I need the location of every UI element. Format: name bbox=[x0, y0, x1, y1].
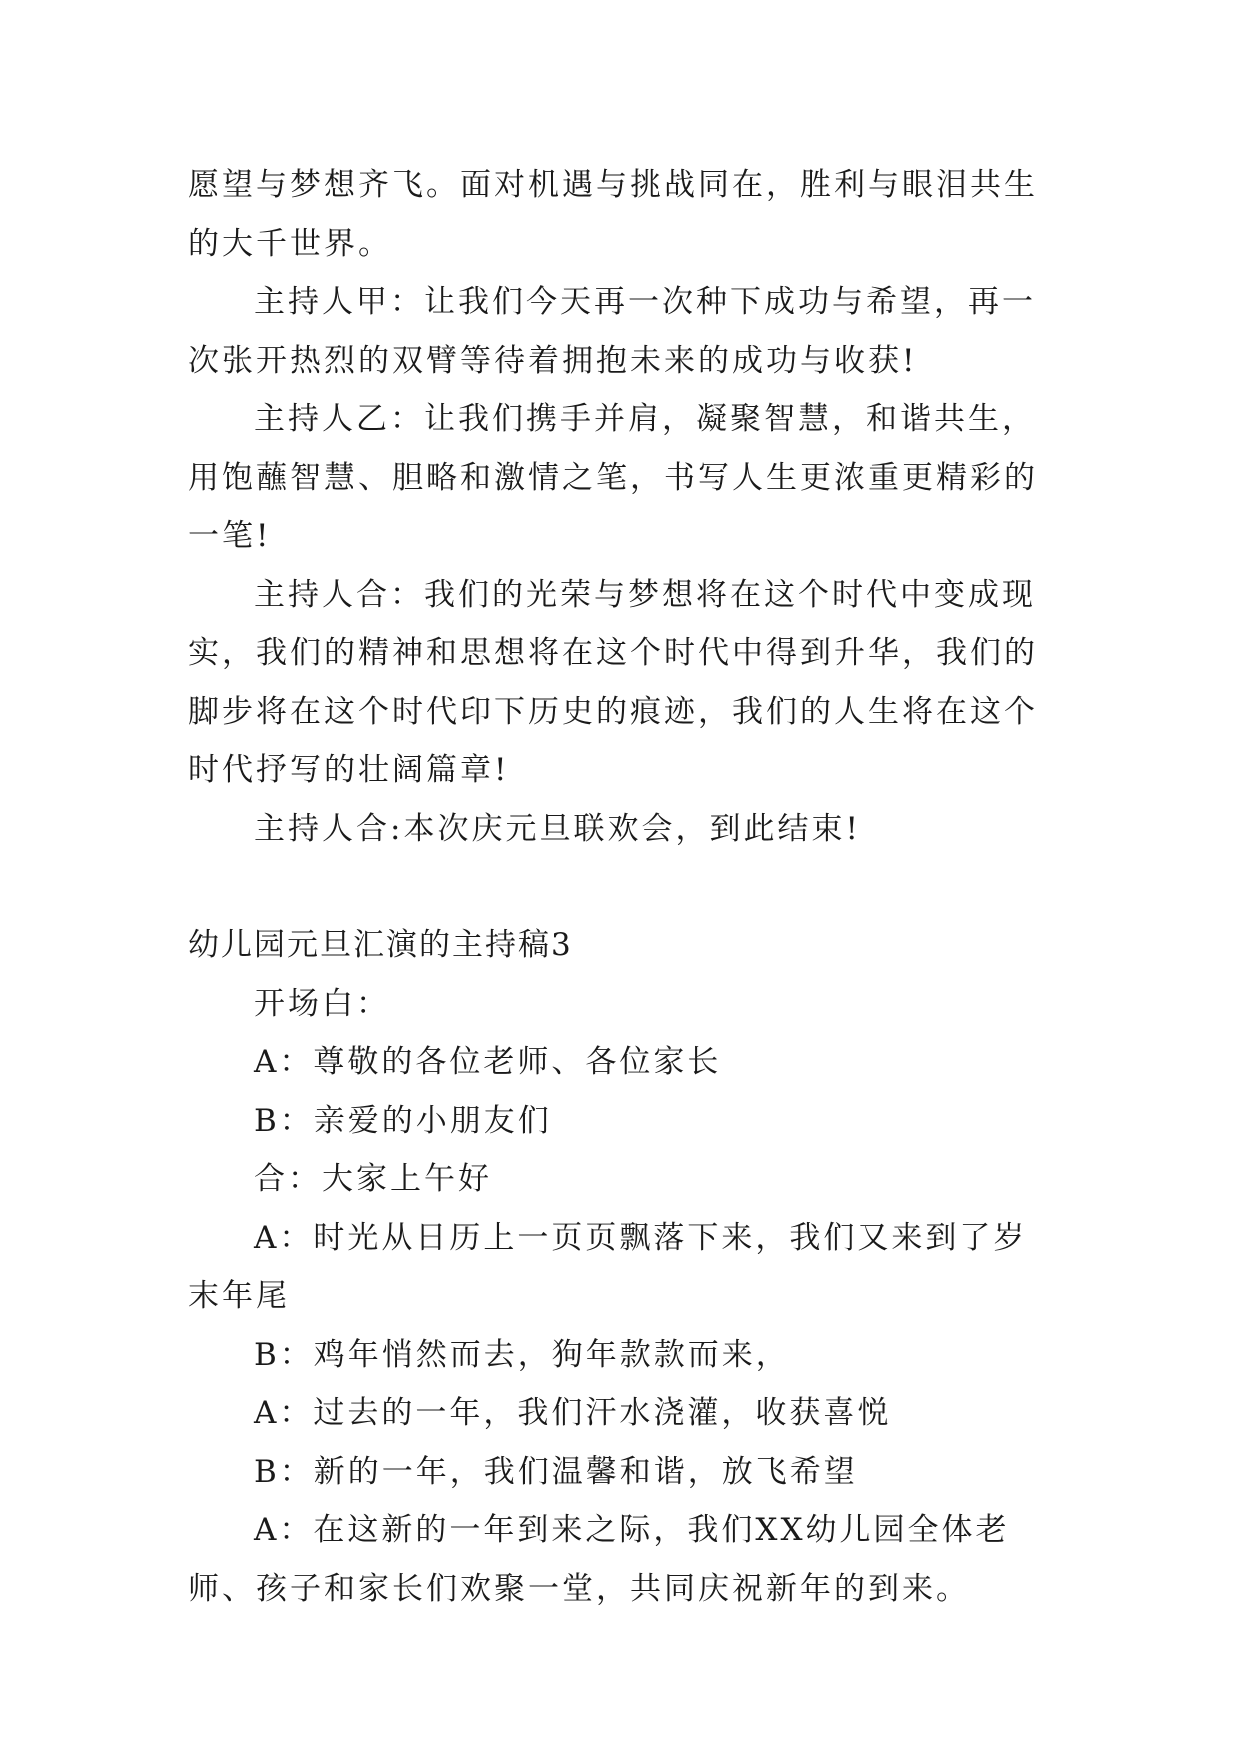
paragraph: B：鸡年悄然而去，狗年款款而来， bbox=[254, 1336, 790, 1373]
paragraph: 愿望与梦想齐飞。面对机遇与挑战同在，胜利与眼泪共生的大千世界。 bbox=[188, 167, 1038, 262]
section-spacer bbox=[188, 858, 1056, 916]
paragraph: 主持人乙：让我们携手并肩，凝聚智慧，和谐共生，用饱蘸智慧、胆略和激情之笔，书写人生更浓重更精彩的一笔! bbox=[188, 401, 1038, 554]
paragraph: 主持人合：我们的光荣与梦想将在这个时代中变成现实，我们的精神和思想将在这个时代中得到升华，我们的脚步将在这个时代印下历史的痕迹，我们的人生将在这个时代抒写的壮阔篇章! bbox=[188, 576, 1038, 788]
section-title: 幼儿园元旦汇演的主持稿3 bbox=[188, 927, 573, 963]
document-body bbox=[188, 156, 1056, 1618]
paragraph: 合：大家上午好 bbox=[254, 1161, 492, 1197]
paragraph: B：亲爱的小朋友们 bbox=[254, 1102, 552, 1139]
paragraph: A：尊敬的各位老师、各位家长 bbox=[254, 1044, 722, 1080]
paragraph: 开场白： bbox=[254, 985, 390, 1022]
paragraph: A：时光从日历上一页页飘落下来，我们又来到了岁末年尾 bbox=[188, 1219, 1028, 1314]
paragraph: A：在这新的一年到来之际，我们XX幼儿园全体老师、孩子和家长们欢聚一堂，共同庆祝新年的到来。 bbox=[188, 1512, 1010, 1607]
paragraph: B：新的一年，我们温馨和谐，放飞希望 bbox=[254, 1453, 858, 1490]
paragraph: 主持人甲：让我们今天再一次种下成功与希望，再一次张开热烈的双臂等待着拥抱未来的成功与收获! bbox=[188, 284, 1036, 379]
paragraph: 主持人合:本次庆元旦联欢会，到此结束! bbox=[254, 810, 861, 847]
paragraph: A：过去的一年，我们汗水浇灌，收获喜悦 bbox=[254, 1395, 892, 1431]
